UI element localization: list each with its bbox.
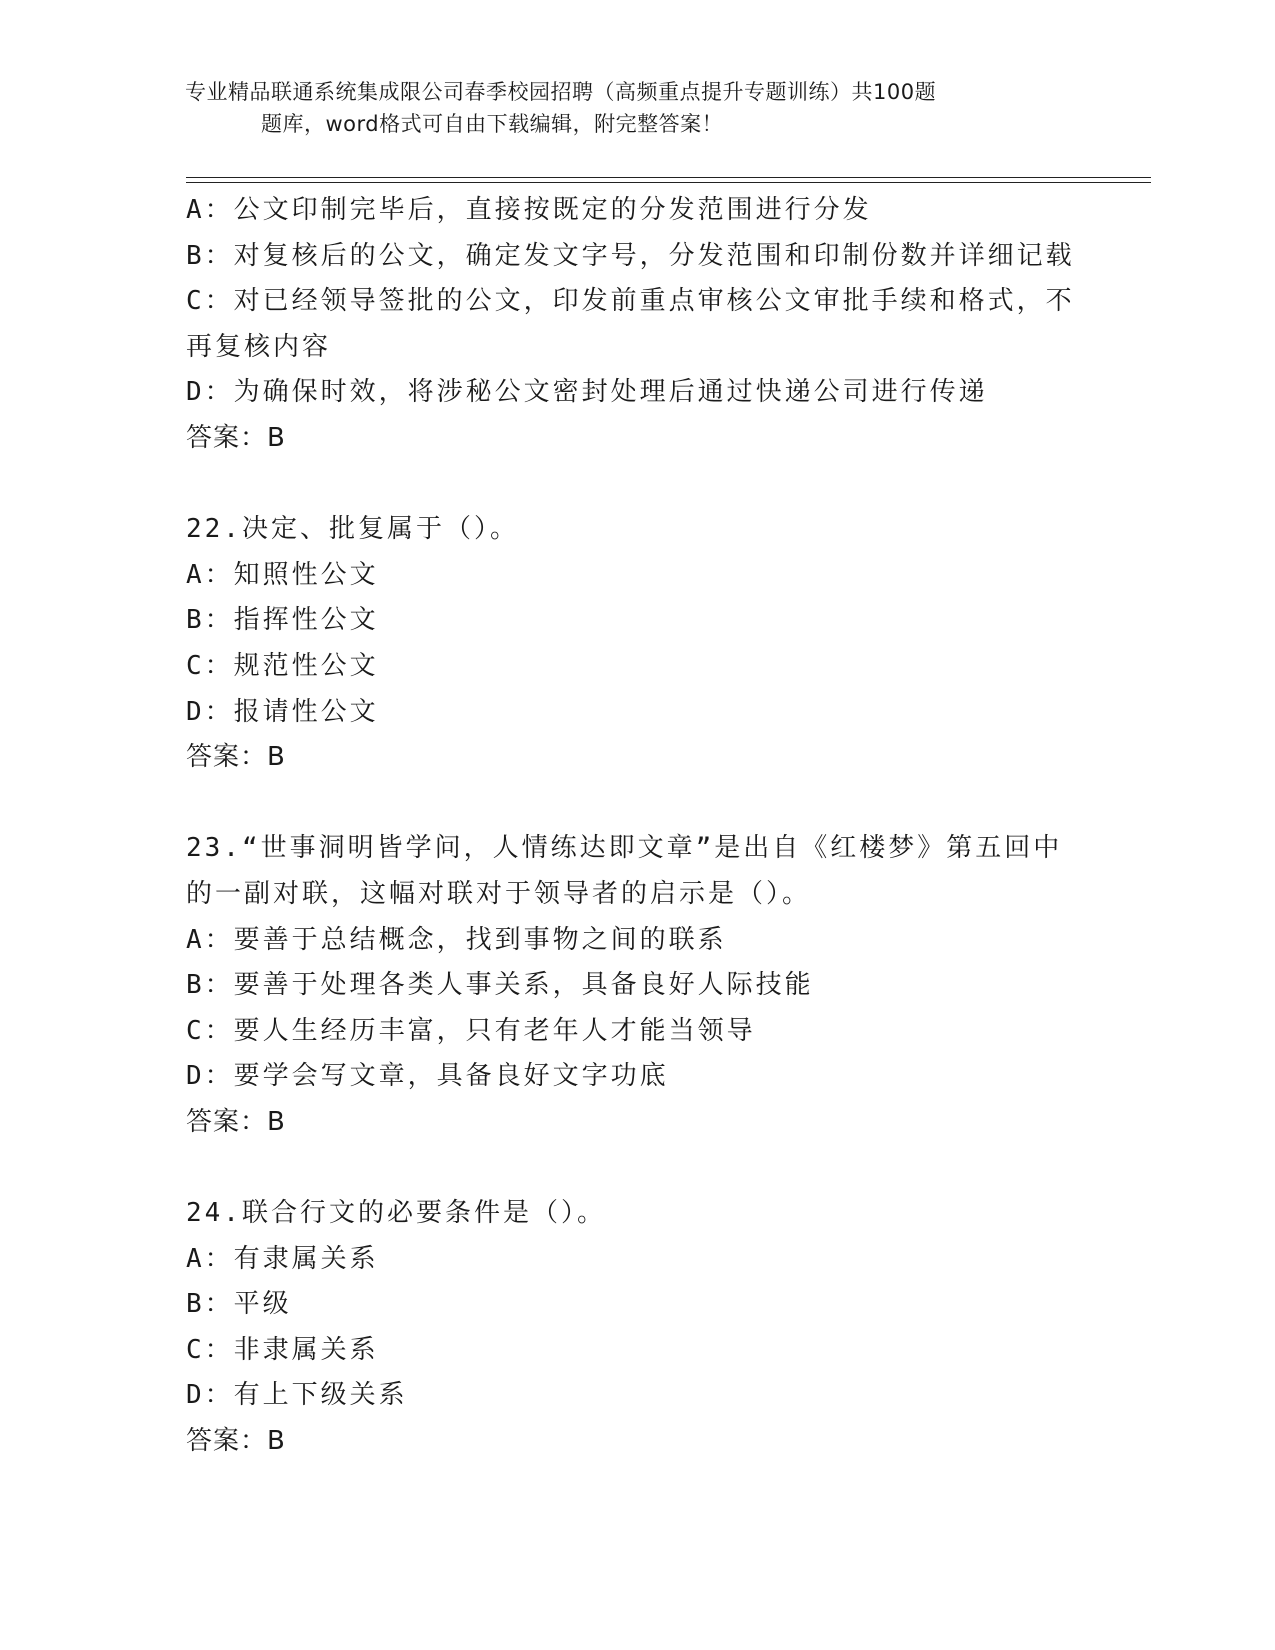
option-c: C：对已经领导签批的公文，印发前重点审核公文审批手续和格式，不 [186,286,1075,317]
answer: 答案：B [186,742,286,773]
option-a: A：公文印制完毕后，直接按既定的分发范围进行分发 [186,195,872,225]
option-d: D：报请性公文 [186,696,379,727]
option-c-continued: 再复核内容 [186,331,332,362]
option-a: A：知照性公文 [186,559,379,590]
option-a: A：要善于总结概念，找到事物之间的联系 [186,924,727,955]
option-d: D：为确保时效，将涉秘公文密封处理后通过快递公司进行传递 [186,377,988,408]
option-b: B：要善于处理各类人事关系，具备良好人际技能 [186,970,814,1001]
spacer [186,462,1086,508]
spacer [186,1145,1086,1191]
question-text-line-1: 23.“世事洞明皆学问，人情练达即文章”是出自《红楼梦》第五回中 [186,833,1063,864]
header-divider-bottom [186,182,1151,183]
question-list [186,188,1086,1465]
question-23 [186,826,1086,1145]
question-text-line-2: 的一副对联，这幅对联对于领导者的启示是（）。 [186,878,812,909]
question-text: 22.决定、批复属于（）。 [186,514,519,545]
option-b: B：平级 [186,1289,292,1320]
header-divider-top [186,177,1151,178]
option-d: D：要学会写文章，具备良好文字功底 [186,1061,669,1092]
question-text: 24.联合行文的必要条件是（）。 [186,1198,606,1229]
header-title-line-1: 专业精品联通系统集成限公司春季校园招聘（高频重点提升专题训练）共100题 [185,80,937,104]
answer: 答案：B [186,1106,286,1137]
option-a: A：有隶属关系 [186,1243,379,1274]
question-24 [186,1191,1086,1465]
option-c: C：规范性公文 [186,650,379,681]
spacer [186,781,1086,827]
question-22 [186,507,1086,781]
question-21 [186,188,1086,462]
answer: 答案：B [186,1426,286,1457]
option-c: C：非隶属关系 [186,1334,379,1365]
answer: 答案：B [186,422,286,453]
document-header [185,76,1065,140]
option-d: D：有上下级关系 [186,1380,408,1411]
option-b: B：对复核后的公文，确定发文字号，分发范围和印制份数并详细记载 [186,240,1075,271]
header-title-line-2: 题库，word格式可自由下载编辑，附完整答案！ [261,112,724,136]
option-c: C：要人生经历丰富，只有老年人才能当领导 [186,1015,756,1046]
option-b: B：指挥性公文 [186,605,379,636]
